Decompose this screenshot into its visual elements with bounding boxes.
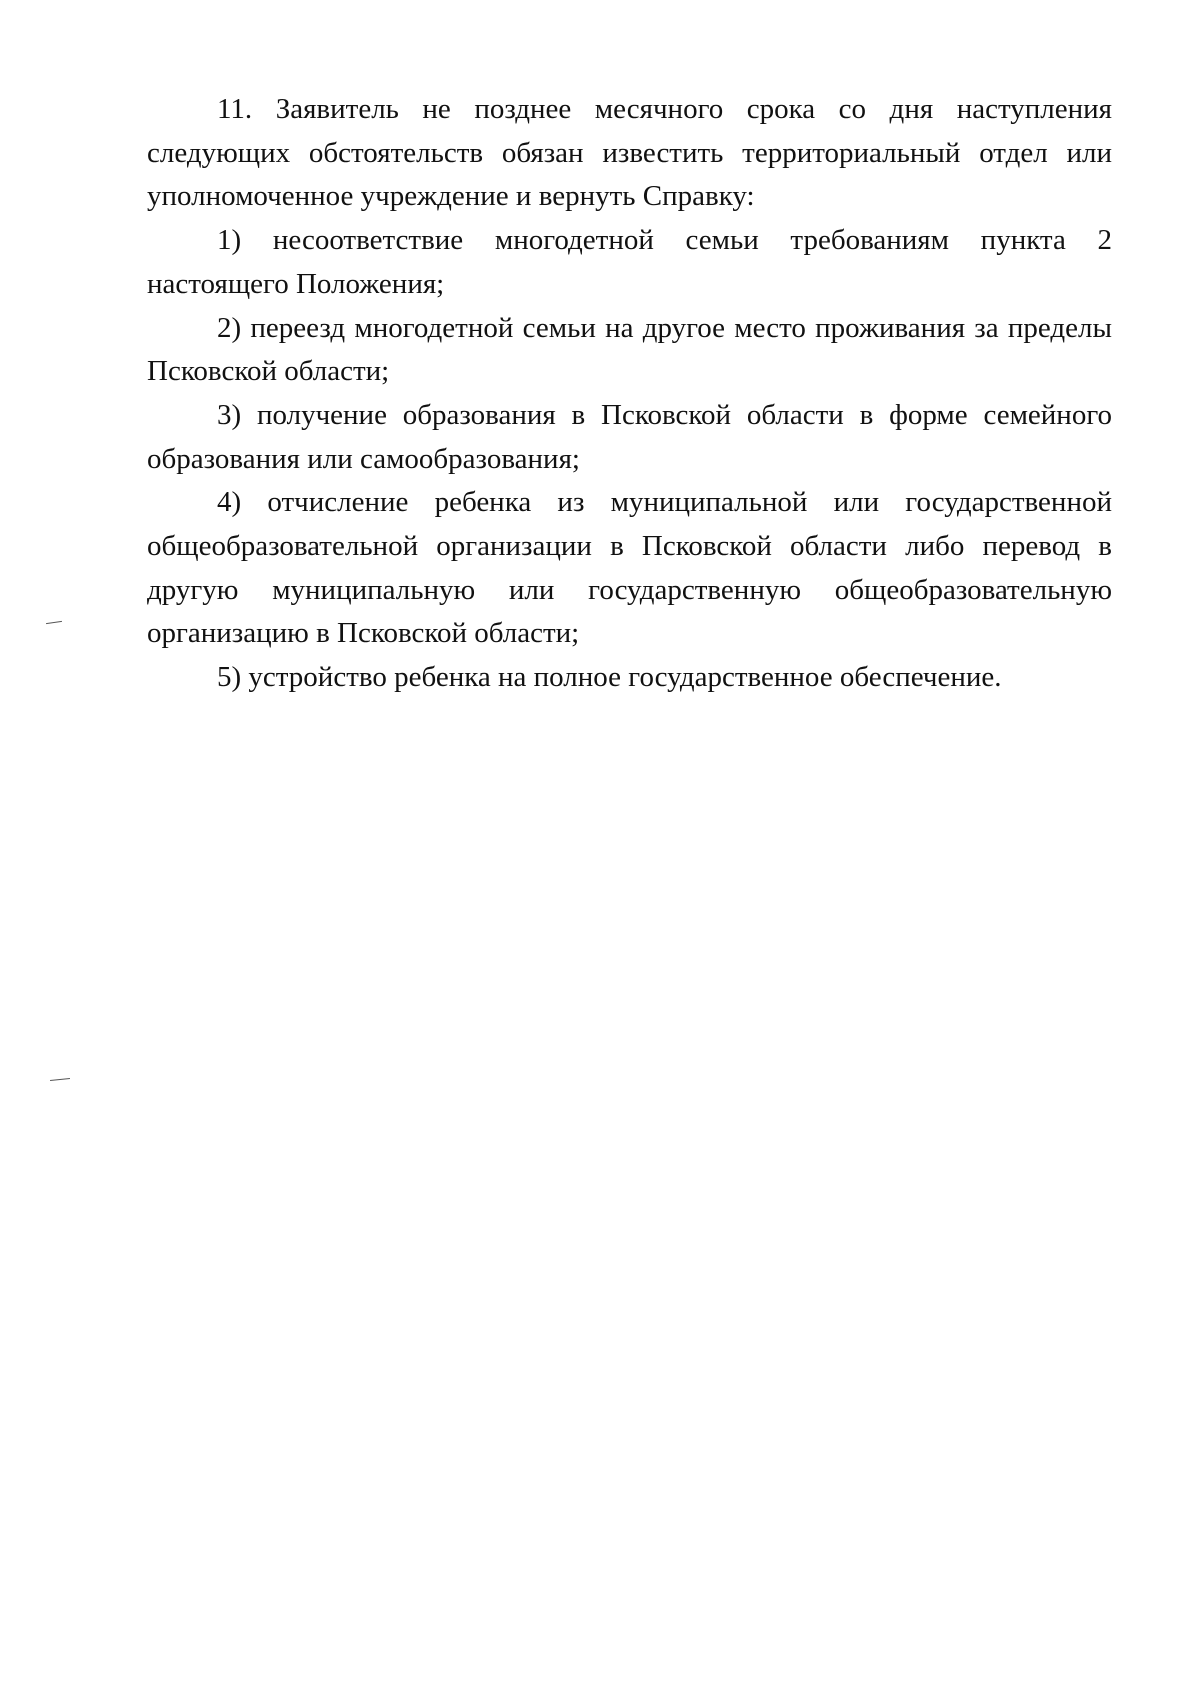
scan-mark bbox=[46, 621, 62, 624]
list-item-3: 3) получение образования в Псковской области в форме семейного образования или самообразования; bbox=[147, 398, 1112, 475]
list-item-5: 5) устройство ребенка на полное государственное обеспечение. bbox=[217, 661, 1002, 694]
paragraph-11: 11. Заявитель не позднее месячного срока со дня наступления следующих обстоятельств обязан известить территориальный отдел или уполномоченное учреждение и вернуть Справку: bbox=[147, 93, 1112, 213]
list-item-1: 1) несоответствие многодетной семьи требованиям пункта 2 настоящего Положения; bbox=[147, 224, 1112, 300]
list-item-4: 4) отчисление ребенка из муниципальной или государственной общеобразовательной организации в Псковской области либо перевод в другую муниципальную или государственную общеобразовательную организацию в Псковской области; bbox=[147, 486, 1112, 650]
scan-mark bbox=[50, 1078, 70, 1081]
list-item-2: 2) переезд многодетной семьи на другое место проживания за пределы Псковской области; bbox=[147, 311, 1112, 388]
document-body bbox=[147, 88, 1112, 700]
